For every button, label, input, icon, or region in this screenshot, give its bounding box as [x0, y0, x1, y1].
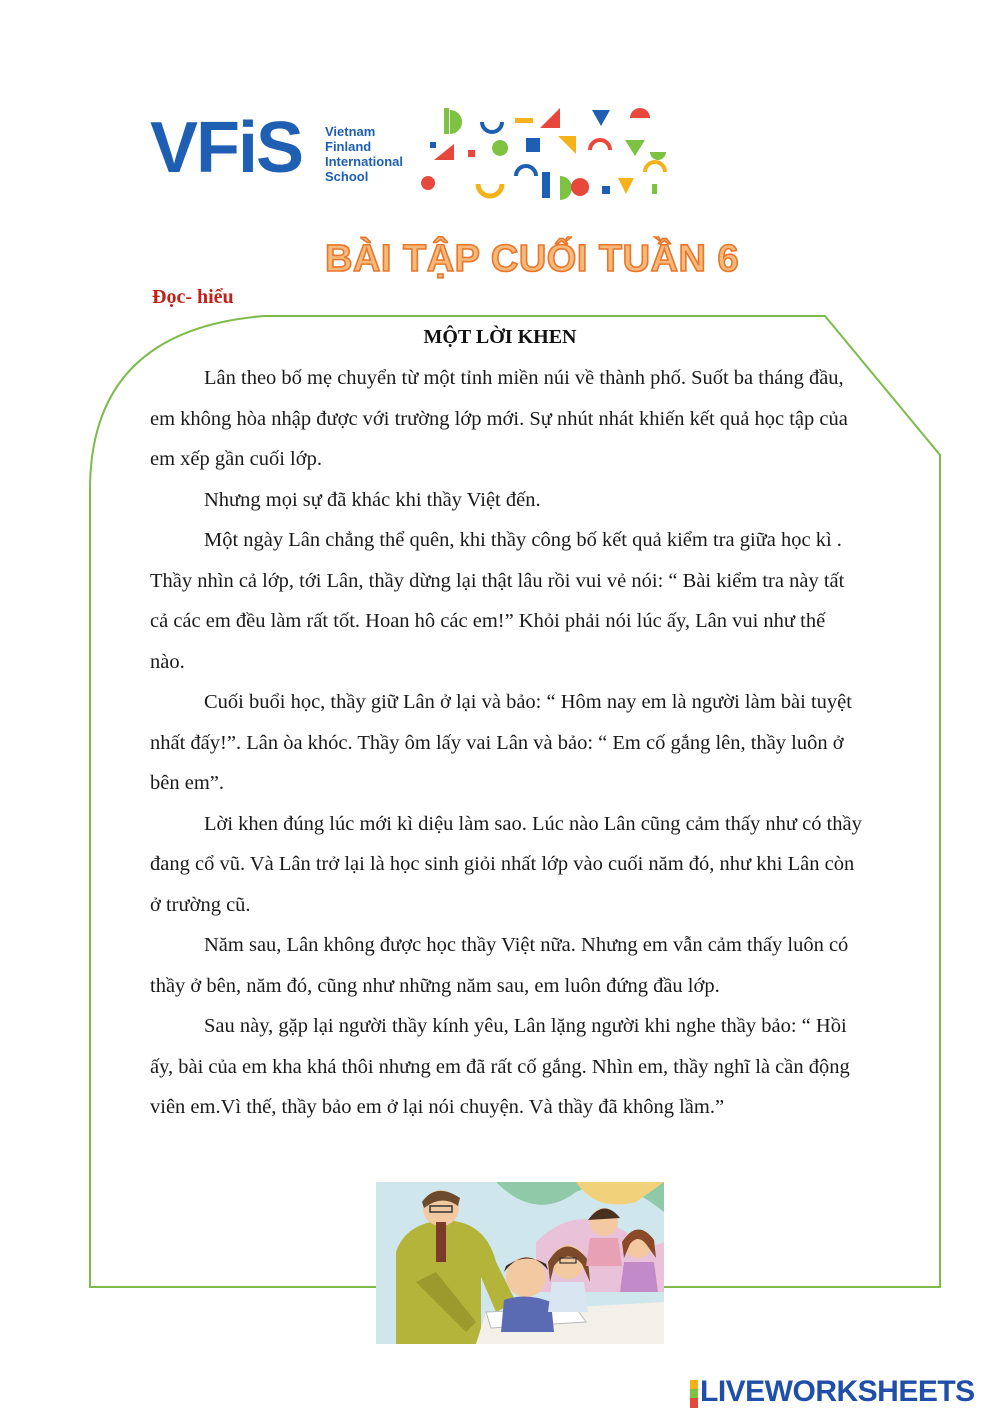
story-paragraph: Một ngày Lân chẳng thể quên, khi thầy công bố kết quả kiểm tra giữa học kì . Thầy nhìn cả lớp, tới Lân, thầy dừng lại thật lâu rồi vui vẻ nói: “ Bài kiểm tra này tất cả các em đều làm rất tốt. Hoan hô các em!” Khỏi phải nói lúc ấy, Lân vui như thế nào. [150, 529, 845, 673]
story-paragraph: Năm sau, Lân không được học thầy Việt nữa. Nhưng em vẫn cảm thấy luôn có thầy ở bên, năm đó, cũng như những năm sau, em luôn đứng đầu lớp. [150, 934, 849, 997]
story-paragraph: Lời khen đúng lúc mới kì diệu làm sao. Lúc nào Lân cũng cảm thấy như có thầy đang cổ vũ. Và Lân trở lại là học sinh giỏi nhất lớp vào cuối năm đó, như khi Lân còn ở trường cũ. [150, 812, 862, 916]
logo-line: Vietnam [325, 124, 376, 139]
school-logo-mark: VFiS [150, 108, 303, 188]
logo-line: School [325, 169, 369, 184]
story-title: MỘT LỜI KHEN [423, 326, 577, 348]
liveworksheets-brand: LIVEWORKSHEETS [700, 1375, 975, 1408]
teacher-students-illustration [376, 1182, 664, 1344]
logo-line: International [325, 154, 404, 169]
story-paragraph: Lân theo bố mẹ chuyển từ một tỉnh miền núi về thành phố. Suốt ba tháng đầu, em không hòa nhập được với trường lớp mới. Sự nhút nhát khiến kết quả học tập của em xếp gần cuối lớp. [150, 367, 848, 470]
worksheet-title: BÀI TẬP CUỐI TUẦN 6 [325, 238, 740, 280]
liveworksheets-badge-icon [690, 1380, 698, 1408]
story-paragraph: Sau này, gặp lại người thầy kính yêu, Lân lặng người khi nghe thầy bảo: “ Hồi ấy, bài của em kha khá thôi nhưng em đã rất cố gắng. Nhìn em, thầy nghĩ là cần động viên em.Vì thế, thầy bảo em ở lại nói chuyện. Và thầy đã không lầm.” [150, 1015, 850, 1118]
story-paragraph: Cuối buổi học, thầy giữ Lân ở lại và bảo: “ Hôm nay em là người làm bài tuyệt nhất đấy!”. Lân òa khóc. Thầy ôm lấy vai Lân và bảo: “ Em cố gắng lên, thầy luôn ở bên em”. [150, 691, 852, 794]
logo-line: Finland [325, 139, 372, 154]
story-body [150, 358, 862, 1128]
section-label: Đọc- hiểu [152, 286, 234, 308]
story-paragraph: Nhưng mọi sự đã khác khi thầy Việt đến. [204, 488, 541, 511]
